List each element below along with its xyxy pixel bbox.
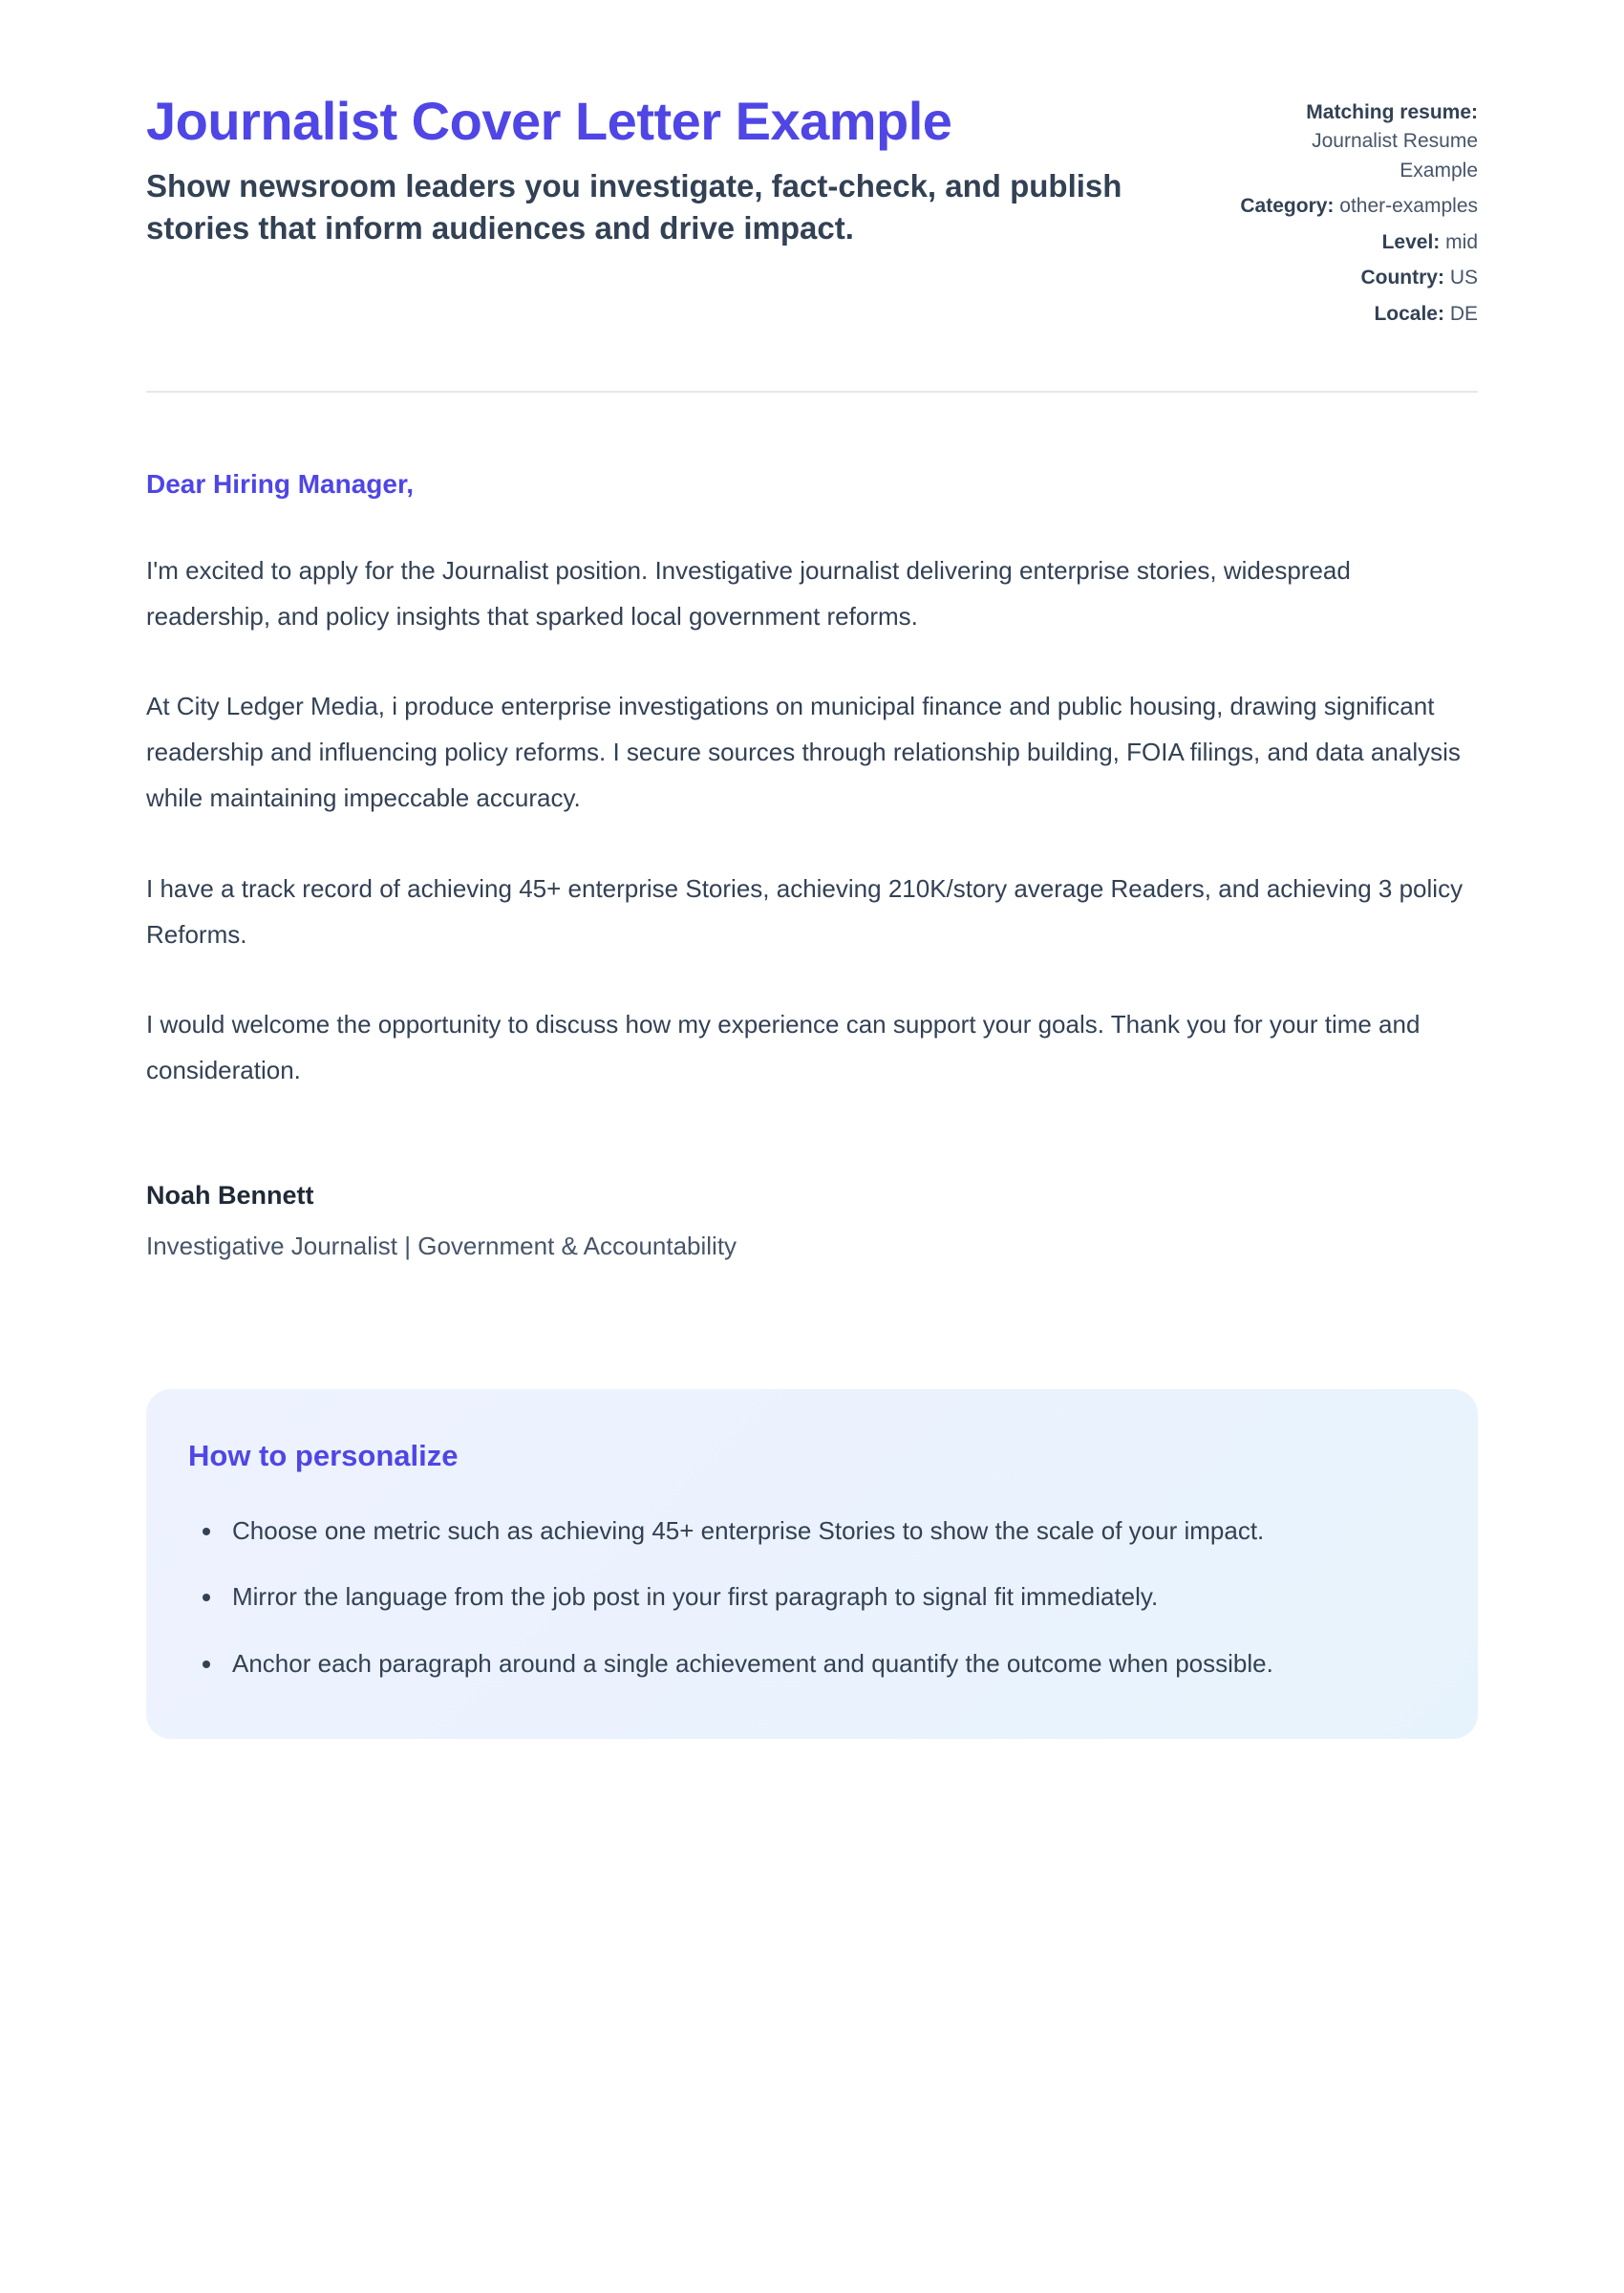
personalize-card — [146, 1389, 1478, 1740]
meta-row-category — [1237, 192, 1478, 221]
meta-row-country — [1237, 264, 1478, 292]
meta-row-matching-resume — [1237, 98, 1478, 185]
page-subtitle: Show newsroom leaders you investigate, fact-check, and publish stories that inform audiences and drive impact. — [146, 168, 1122, 246]
personalize-card-title: How to personalize — [188, 1438, 459, 1472]
meta-label: Locale: — [1374, 302, 1444, 325]
meta-label: Country: — [1360, 267, 1444, 289]
letter-paragraph: I would welcome the opportunity to discuss how my experience can support your goals. Thank you for your time and consideration. — [146, 1009, 1421, 1084]
document-header — [146, 91, 1478, 335]
meta-value: US — [1449, 267, 1478, 289]
signature-name: Noah Bennett — [146, 1180, 314, 1210]
meta-value: Journalist Resume Example — [1312, 130, 1478, 182]
meta-row-locale — [1237, 300, 1478, 329]
letter-paragraph: At City Ledger Media, i produce enterprise investigations on municipal finance and public housing, drawing significant readership and influencing policy reforms. I secure sources through relationship building, FOIA filings, and data analysis while maintaining impeccable accuracy. — [146, 692, 1461, 813]
resume-meta-block — [1237, 91, 1478, 335]
tip-item: • Choose one metric such as achieving 45+ enterprise Stories to show the scale of your impact. — [224, 1510, 1421, 1554]
signature-role: Investigative Journalist | Government & Accountability — [146, 1231, 737, 1260]
tip-item: • Mirror the language from the job post in your first paragraph to signal fit immediately. — [224, 1575, 1421, 1619]
letter-body — [146, 469, 1478, 1261]
header-divider — [146, 391, 1478, 393]
header-title-block — [146, 91, 1130, 248]
meta-row-level — [1237, 228, 1478, 257]
meta-value: mid — [1445, 230, 1478, 253]
letter-paragraph: I have a track record of achieving 45+ enterprise Stories, achieving 210K/story average Readers, and achieving 3 policy Reforms. — [146, 873, 1464, 949]
letter-paragraph: I'm excited to apply for the Journalist position. Investigative journalist delivering enterprise stories, widespread readership, and policy insights that sparked local government reforms. — [146, 556, 1351, 632]
tips-list — [188, 1510, 1421, 1686]
salutation: Dear Hiring Manager, — [146, 469, 415, 500]
meta-label: Matching resume: — [1306, 101, 1478, 123]
tip-item: • Anchor each paragraph around a single achievement and quantify the outcome when possible. — [224, 1642, 1421, 1686]
meta-value: other-examples — [1339, 195, 1478, 218]
meta-label: Level: — [1381, 230, 1441, 253]
page-title: Journalist Cover Letter Example — [146, 91, 952, 151]
meta-label: Category: — [1240, 195, 1335, 218]
meta-value: DE — [1449, 302, 1478, 325]
